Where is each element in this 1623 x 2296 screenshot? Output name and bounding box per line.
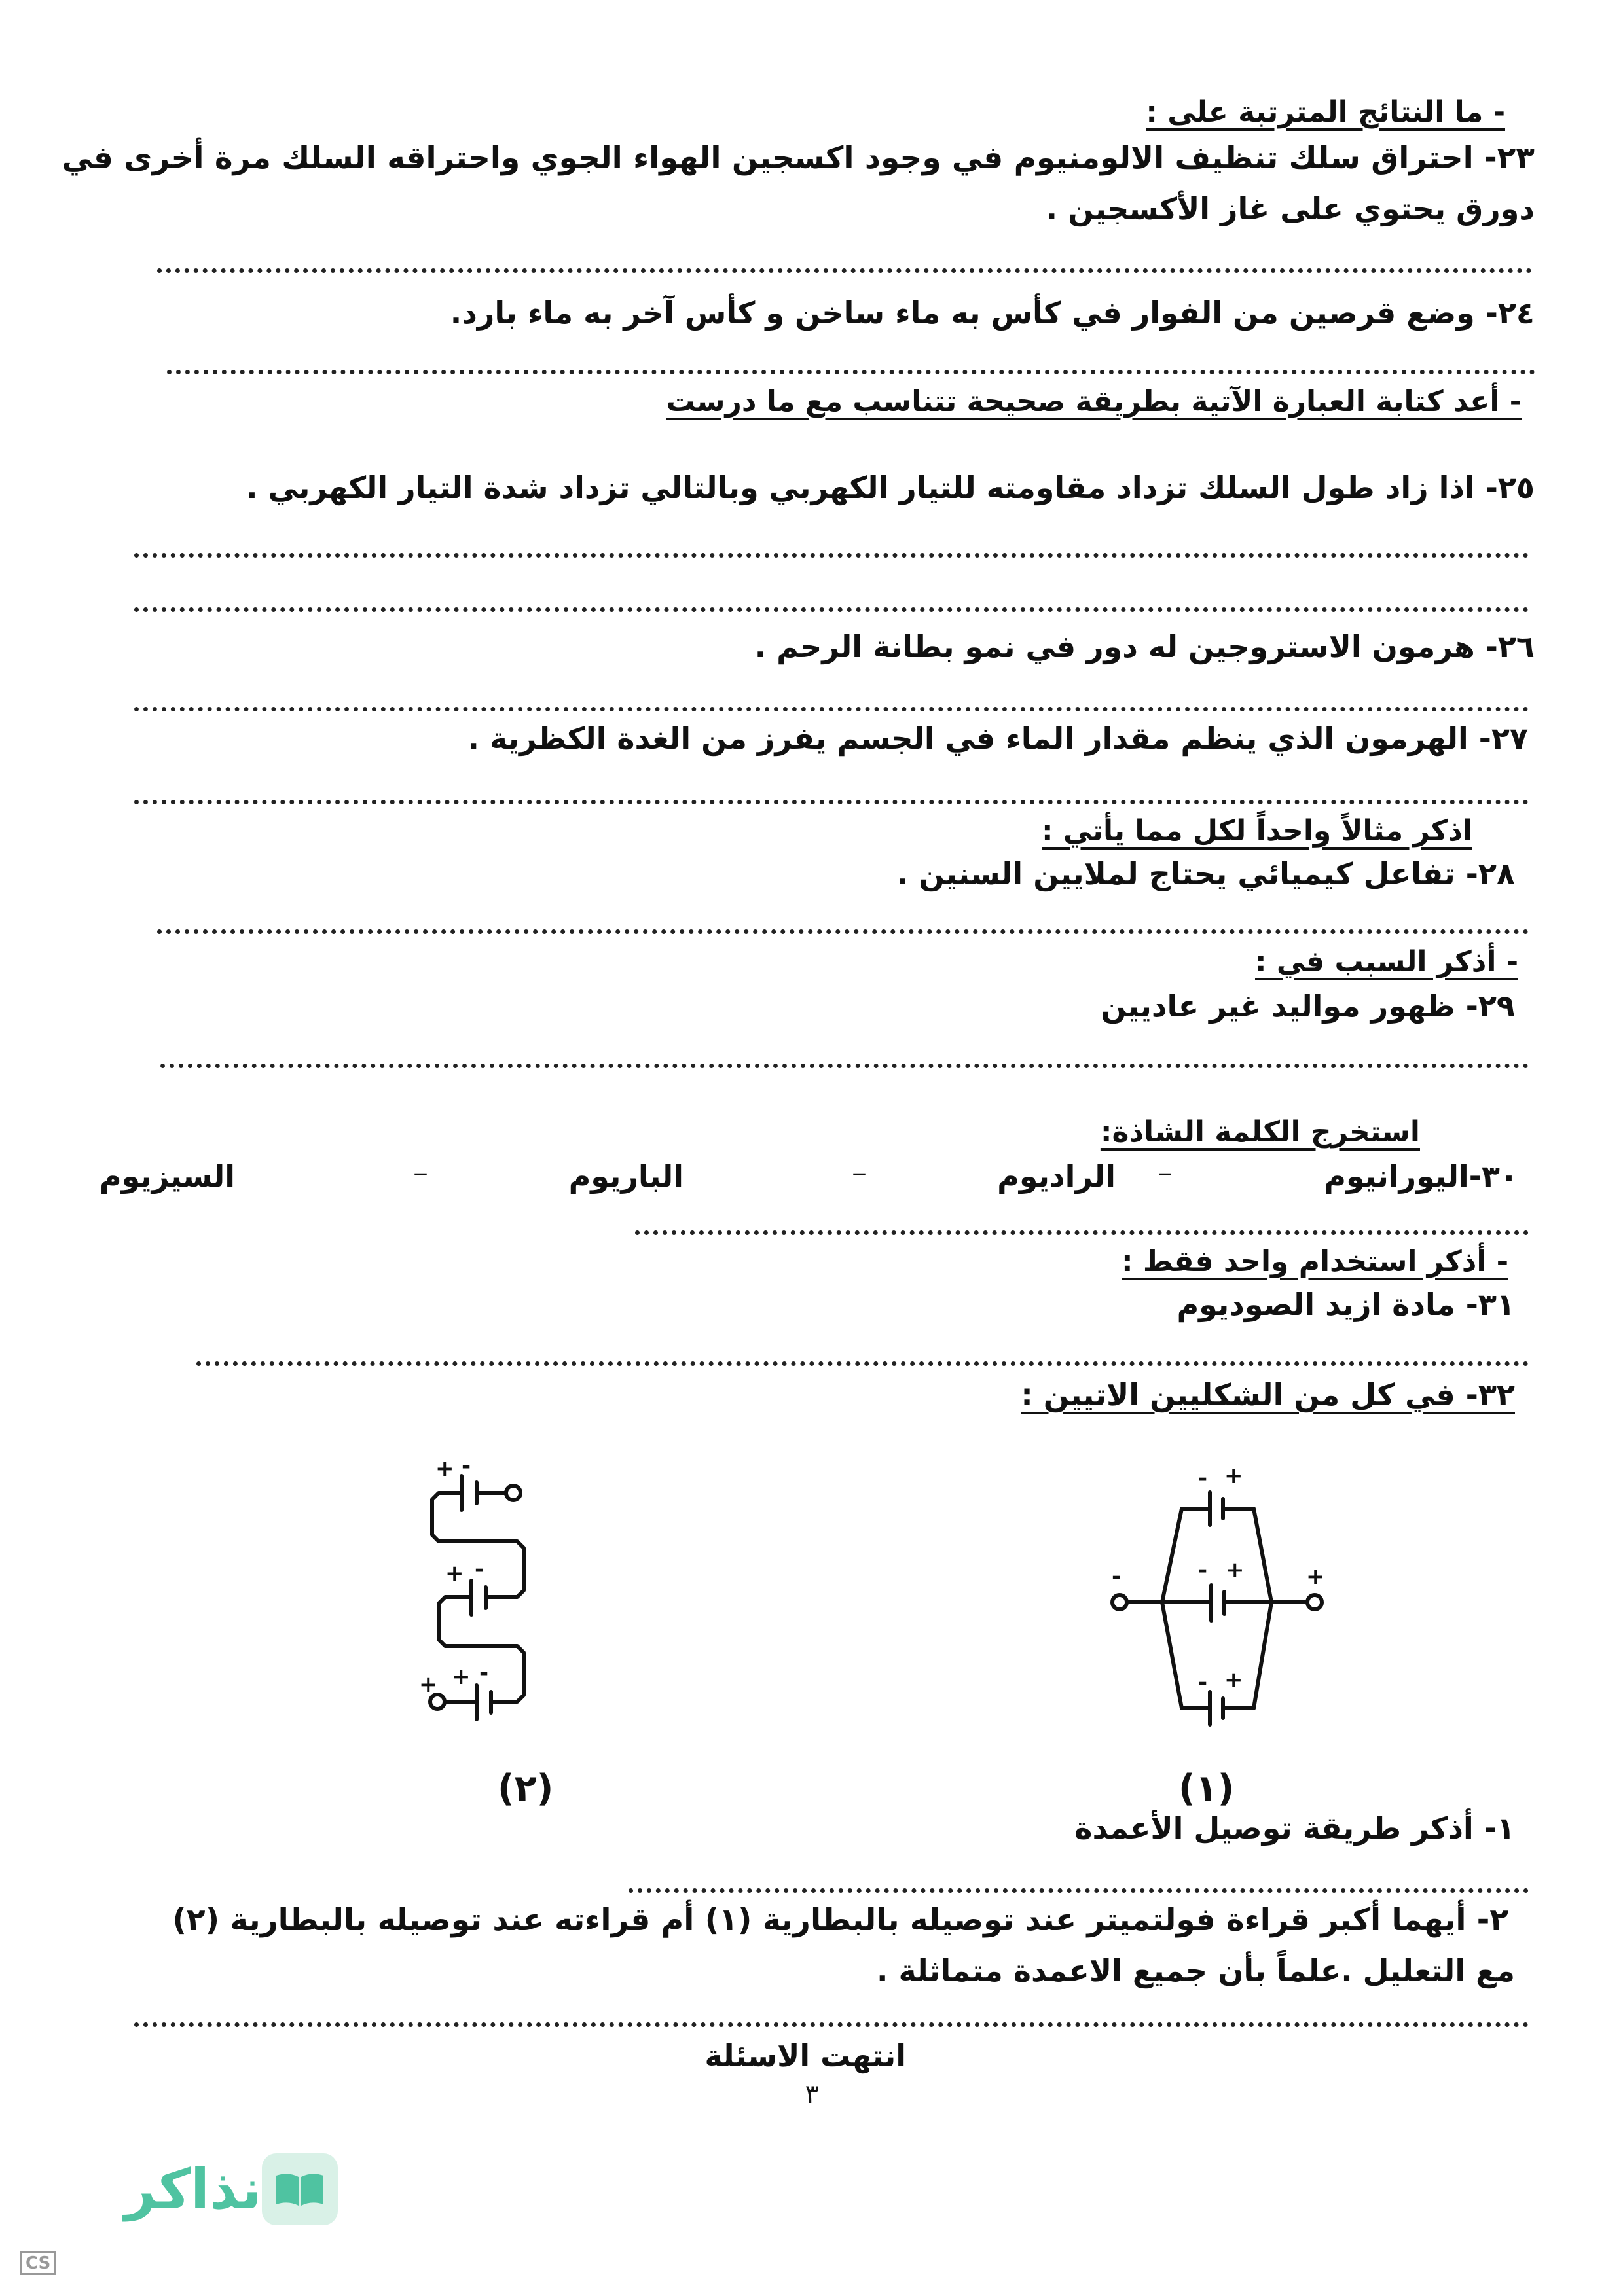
question-26: ٢٦- هرمون الاستروجين له دور في نمو بطانة الرحم . (754, 629, 1535, 664)
question-29: ٢٩- ظهور مواليد غير عاديين (1101, 988, 1515, 1024)
odd-word-4: السيزيوم (99, 1158, 235, 1194)
end-of-questions: انتهت الاسئلة (704, 2038, 906, 2073)
svg-text:+: + (445, 1560, 464, 1587)
answer-line (157, 268, 1532, 273)
svg-text:+: + (435, 1456, 454, 1482)
svg-text:-: - (1198, 1557, 1208, 1583)
question-24: ٢٤- وضع قرصين من الفوار في كأس به ماء ساخن و كأس آخر به ماء بارد. (450, 295, 1535, 331)
svg-text:+: + (1226, 1557, 1245, 1583)
question-23-line2: دورق يحتوي على غاز الأكسجين . (1046, 191, 1535, 226)
answer-line (196, 1361, 1529, 1366)
odd-word-separator: – (852, 1155, 867, 1190)
answer-line (134, 707, 1529, 711)
scanner-mark: CS (20, 2251, 56, 2275)
svg-text:+: + (1224, 1463, 1243, 1489)
odd-word-3: الباريوم (568, 1158, 684, 1194)
question-32-heading: ٣٢- في كل من الشكليين الاتيين : (1021, 1377, 1515, 1412)
heading-use: - أذكر استخدام واحد فقط : (1122, 1245, 1508, 1278)
svg-text:+: + (1306, 1564, 1325, 1590)
answer-line (160, 1064, 1529, 1068)
figure-1-label: (١) (1178, 1767, 1235, 1810)
circuit-series-diagram (399, 1437, 615, 1744)
svg-text:-: - (1112, 1564, 1122, 1590)
answer-line (629, 1888, 1529, 1893)
heading-results: - ما النتائج المترتبة على : (1146, 96, 1505, 129)
svg-text:-: - (462, 1453, 471, 1479)
svg-text:-: - (479, 1660, 489, 1686)
question-27: ٢٧- الهرمون الذي ينظم مقدار الماء في الجسم يفرز من الغدة الكظرية . (467, 721, 1528, 756)
answer-line (134, 800, 1529, 804)
svg-text:-: - (1198, 1670, 1208, 1696)
logo (124, 2153, 347, 2225)
book-icon (262, 2153, 338, 2225)
answer-line (134, 553, 1529, 558)
scanner-watermark (20, 2251, 62, 2275)
figure-2-label: (٢) (498, 1767, 554, 1810)
svg-text:-: - (475, 1556, 484, 1583)
odd-word-separator: – (1158, 1155, 1173, 1190)
svg-text:+: + (452, 1664, 471, 1690)
heading-odd-word: استخرج الكلمة الشاذة: (1100, 1115, 1420, 1149)
question-23-line1: ٢٣- احتراق سلك تنظيف الالومنيوم في وجود اكسجين الهواء الجوي واحتراقه السلك مرة أخرى في (62, 140, 1535, 176)
answer-line (134, 2022, 1529, 2027)
answer-line (167, 370, 1535, 374)
svg-text:-: - (1198, 1465, 1208, 1492)
answer-line (134, 607, 1529, 612)
heading-rewrite: - أعد كتابة العبارة الآتية بطريقة صحيحة تتناسب مع ما درست (666, 385, 1522, 418)
circuit-parallel-diagram (1093, 1446, 1342, 1748)
page-number: ٣ (805, 2079, 819, 2109)
question-28: ٢٨- تفاعل كيميائي يحتاج لملايين السنين . (896, 856, 1515, 891)
answer-line (635, 1230, 1529, 1235)
question-32-sub2-line1: ٢- أيهما أكبر قراءة فولتميتر عند توصيله بالبطارية (١) أم قراءته عند توصيله بالبطارية (٢) (172, 1902, 1508, 1938)
question-31: ٣١- مادة ازيد الصوديوم (1176, 1287, 1515, 1322)
odd-word-2: الراديوم (997, 1158, 1116, 1194)
heading-reason: - أذكر السبب في : (1255, 945, 1518, 978)
logo-text: نذاكر (124, 2157, 262, 2221)
question-32-sub1: ١- أذكر طريقة توصيل الأعمدة (1074, 1810, 1515, 1846)
heading-example: اذكر مثالاً واحداً لكل مما يأتي : (1042, 814, 1472, 848)
question-32-sub2-line2: مع التعليل .علماً بأن جميع الاعمدة متماثلة . (877, 1953, 1515, 1988)
odd-word-separator: – (413, 1155, 428, 1190)
odd-word-1: ٣٠-اليورانيوم (1324, 1158, 1518, 1194)
svg-text:+: + (1224, 1667, 1243, 1693)
answer-line (157, 929, 1529, 934)
question-25: ٢٥- اذا زاد طول السلك تزداد مقاومته للتيار الكهربي وبالتالي تزداد شدة التيار الكهربي . (246, 470, 1535, 505)
svg-text:+: + (419, 1672, 438, 1698)
